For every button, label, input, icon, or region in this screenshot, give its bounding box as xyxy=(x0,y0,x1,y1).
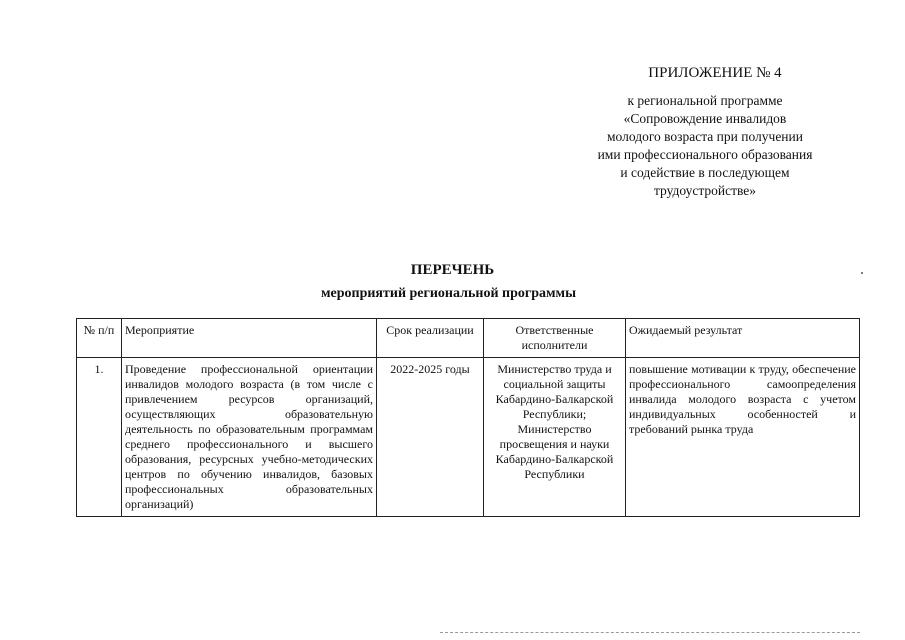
column-header-executors: Ответственные исполнители xyxy=(484,319,626,358)
appendix-line: трудоустройстве» xyxy=(653,183,757,198)
table-row xyxy=(77,358,860,517)
events-table xyxy=(76,318,860,517)
appendix-title: ПРИЛОЖЕНИЕ № 4 xyxy=(648,65,782,81)
appendix-line: «Сопровождение инвалидов xyxy=(623,111,787,126)
table-header-row xyxy=(77,319,860,358)
event-cell: Проведение профессиональной ориентации инвалидов молодого возраста (в том числе с привлечением ресурсов организаций, осуществляющих образовательную деятельность по образовательным программам среднего профессионального и высшего образования, ресурсных учебно-методических центров по обучению инвалидов, базовых профессиональных образовательных организаций) xyxy=(122,358,377,517)
executors-cell: Министерство труда и социальной защиты Кабардино-Балкарской Республики; Министерство просвещения и науки Кабардино-Балкарской Республики xyxy=(484,358,626,517)
row-number-cell: 1. xyxy=(77,358,122,517)
column-header-event: Мероприятие xyxy=(122,319,377,358)
appendix-line: и содействие в последующем xyxy=(620,165,790,180)
appendix-text xyxy=(560,92,850,200)
term-cell: 2022-2025 годы xyxy=(377,358,484,517)
appendix-line: к региональной программе xyxy=(627,93,783,108)
list-subtitle: мероприятий региональной программы xyxy=(320,286,577,301)
list-title: ПЕРЕЧЕНЬ xyxy=(410,262,495,278)
result-cell: повышение мотивации к труду, обеспечение профессионального самоопределения инвалида молодого возраста с учетом индивидуальных особенностей и требований рынка труда xyxy=(626,358,860,517)
scan-artifact-line xyxy=(440,632,860,634)
column-header-number: № п/п xyxy=(77,319,122,358)
appendix-block xyxy=(560,64,850,200)
scan-speck xyxy=(861,272,863,274)
appendix-line: молодого возраста при получении xyxy=(606,129,803,144)
column-header-term: Срок реализации xyxy=(377,319,484,358)
appendix-line: ими профессионального образования xyxy=(597,147,813,162)
column-header-result: Ожидаемый результат xyxy=(626,319,860,358)
